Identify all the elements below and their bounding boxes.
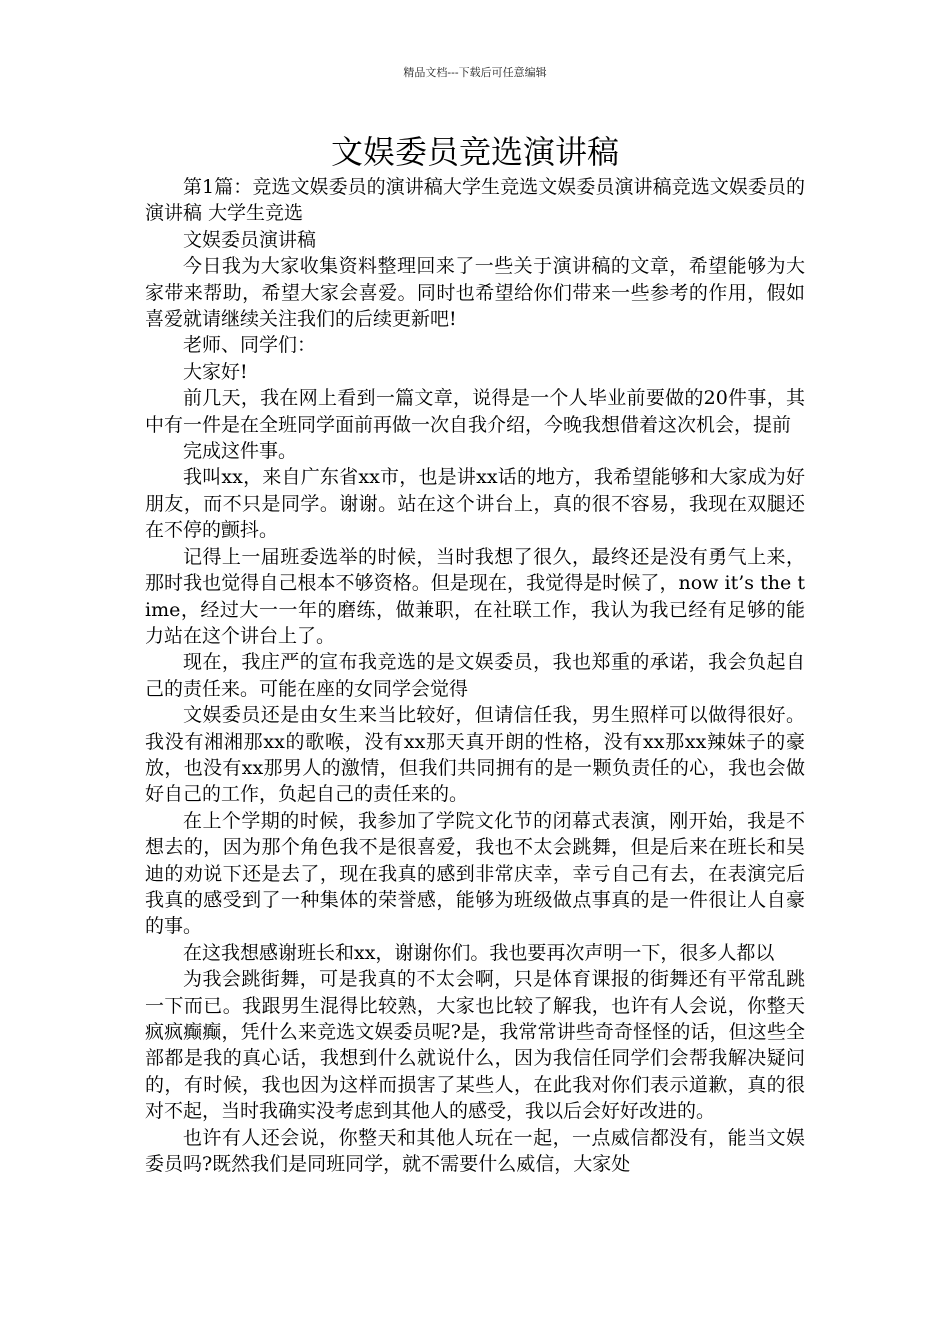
paragraph: 完成这件事。: [183, 440, 298, 463]
header-note: 精品文档---下载后可任意编辑: [403, 66, 547, 79]
paragraph: 我叫xx，来自广东省xx市，也是讲xx话的地方，我希望能够和大家成为好朋友，而不只是同学。谢谢。站在这个讲台上，真的很不容易，我现在双腿还在不停的颤抖。: [145, 466, 805, 542]
paragraph: 老师、同学们：: [183, 334, 317, 357]
paragraph: 今日我为大家收集资料整理回来了一些关于演讲稿的文章，希望能够为大家带来帮助，希望大家会喜爱。同时也希望给你们带来一些参考的作用，假如喜爱就请继续关注我们的后续更新吧!: [145, 255, 805, 331]
paragraph: 文娱委员还是由女生来当比较好，但请信任我，男生照样可以做得很好。我没有湘湘那xx的歌喉，没有xx那天真开朗的性格，没有xx那xx辣妹子的豪放，也没有xx那男人的激情，但我们共同拥有的是一颗负责任的心，我也会做好自己的工作，负起自己的责任来的。: [145, 704, 805, 806]
document-title: 文娱委员竞选演讲稿: [330, 133, 619, 171]
paragraph: 第1篇：竞选文娱委员的演讲稿大学生竞选文娱委员演讲稿竞选文娱委员的演讲稿 大学生竞选: [145, 176, 805, 225]
paragraph: 为我会跳街舞，可是我真的不太会啊，只是体育课报的街舞还有平常乱跳一下而已。我跟男生混得比较熟，大家也比较了解我，也许有人会说，你整天疯疯癫癫，凭什么来竞选文娱委员呢?是，我常常讲些奇奇怪怪的话，但这些全部都是我的真心话，我想到什么就说什么，因为我信任同学们会帮我解决疑问的，有时候，我也因为这样而损害了某些人，在此我对你们表示道歉，真的很对不起，当时我确实没考虑到其他人的感受，我以后会好好改进的。: [145, 968, 805, 1123]
paragraph: 在上个学期的时候，我参加了学院文化节的闭幕式表演，刚开始，我是不想去的，因为那个角色我不是很喜爱，我也不太会跳舞，但是后来在班长和吴迪的劝说下还是去了，现在我真的感到非常庆幸，幸亏自己有去，在表演完后我真的感受到了一种集体的荣誉感，能够为班级做点事真的是一件很让人自豪的事。: [145, 809, 805, 938]
paragraph: 现在，我庄严的宣布我竞选的是文娱委员，我也郑重的承诺，我会负起自己的责任来。可能在座的女同学会觉得: [145, 651, 805, 700]
paragraph: 在这我想感谢班长和xx，谢谢你们。我也要再次声明一下，很多人都以: [183, 941, 775, 964]
paragraph: 大家好!: [183, 360, 248, 383]
paragraph: 文娱委员演讲稿: [183, 228, 317, 251]
paragraph: 也许有人还会说，你整天和其他人玩在一起，一点威信都没有，能当文娱委员吗?既然我们是同班同学，就不需要什么威信，大家处: [145, 1126, 805, 1176]
paragraph: 记得上一届班委选举的时候，当时我想了很久，最终还是没有勇气上来，那时我也觉得自己根本不够资格。但是现在，我觉得是时候了，now it’s the time，经过大一一年的磨练，做兼职，在社联工作，我认为我已经有足够的能力站在这个讲台上了。: [145, 545, 805, 647]
document-body: [145, 174, 805, 1177]
paragraph: 前几天，我在网上看到一篇文章，说得是一个人毕业前要做的20件事，其中有一件是在全班同学面前再做一次自我介绍，今晚我想借着这次机会，提前: [145, 387, 805, 436]
